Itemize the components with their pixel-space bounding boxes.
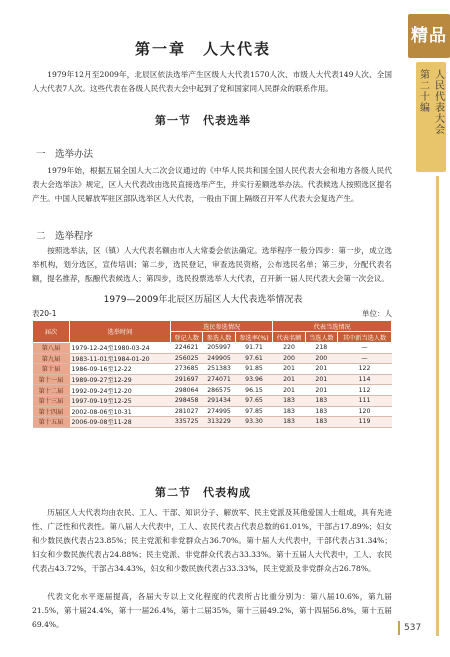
side-section-label: 人民代表大会 (435, 70, 445, 136)
table-cell-new: 112 (338, 385, 392, 396)
page-number-bar (398, 621, 400, 635)
table-cell-new: 119 (338, 417, 392, 428)
table-cell-rate: 91.85 (235, 364, 273, 375)
table-cell-participated: 205997 (203, 343, 235, 354)
table-cell-term: 第十一届 (33, 374, 70, 385)
table-cell-quota: 200 (273, 353, 305, 364)
header-rate: 参选率(%) (235, 332, 273, 343)
table-cell-quota: 183 (273, 417, 305, 428)
table-cell-time: 2006-09-08至11-28 (70, 417, 171, 428)
table-cell-rate: 93.96 (235, 374, 273, 385)
table-cell-elected: 183 (305, 406, 337, 417)
table-cell-new: 122 (338, 364, 392, 375)
table-cell-new: 114 (338, 374, 392, 385)
table-cell-elected: 200 (305, 353, 337, 364)
education-paragraph: 代表文化水平逐届提高，各届大专以上文化程度的代表所占比重分别为：第八届10.6%，第九届21.5%，第十届24.4%，第十一届26.4%，第十二届35%，第十三届49.2%，第十四届56.8%，第十五届69.4%。 (32, 592, 392, 629)
table-cell-quota: 201 (273, 385, 305, 396)
table-cell-term: 第十二届 (33, 385, 70, 396)
table-cell-new: — (338, 343, 392, 354)
table-cell-quota: 220 (273, 343, 305, 354)
table-cell-time: 1992-09-24至12-20 (70, 385, 171, 396)
table-unit: 单位：人 (362, 309, 392, 318)
table-cell-registered: 256025 (171, 353, 203, 364)
side-part-label: 第二十编 (420, 70, 430, 114)
methods-paragraph: 1979年始，根据五届全国人大二次会议通过的《中华人民共和国全国人民代表大会和地方各级人民代表大会选举法》规定，区人大代表改由选民直接选举产生，并实行差额选举办法。代表候选人按照选区提名产生。中国人民解放军驻区部队选举区人大代表，一般由下面上隔级召开军人代表大会复选产生。 (32, 166, 392, 203)
table-cell-elected: 183 (305, 417, 337, 428)
table-cell-rate: 97.85 (235, 406, 273, 417)
table-cell-quota: 183 (273, 406, 305, 417)
table-cell-time: 1979-12-24至1980-03-24 (70, 343, 171, 354)
table-cell-time: 1983-11-01至1984-01-20 (70, 353, 171, 364)
table-cell-quota: 201 (273, 374, 305, 385)
intro-paragraph: 1979年12月至2009年，北辰区依法选举产生区级人大代表1570人次、市级人大代表149人次、全国人大代表7人次。这些代表在各级人民代表大会中起到了党和国家同人民群众的联系作用。 (32, 70, 392, 93)
table-cell-registered: 291697 (171, 374, 203, 385)
header-time: 选举时间 (70, 321, 171, 343)
table-cell-participated: 286575 (203, 385, 235, 396)
header-new-elected: 其中新当选人数 (338, 332, 392, 343)
table-cell-term: 第九届 (33, 353, 70, 364)
header-reps-group: 代表当选情况 (273, 321, 392, 332)
table-cell-elected: 201 (305, 364, 337, 375)
header-elected: 当选人数 (305, 332, 337, 343)
election-table (32, 320, 392, 428)
table-cell-term: 第十届 (33, 364, 70, 375)
table-row (33, 364, 392, 375)
header-participated: 参选人数 (203, 332, 235, 343)
table-cell-new: 120 (338, 406, 392, 417)
table-cell-rate: 97.61 (235, 353, 273, 364)
side-tab (406, 0, 450, 657)
table-cell-rate: 93.30 (235, 417, 273, 428)
table-cell-new: — (338, 353, 392, 364)
table-row (33, 395, 392, 406)
table-cell-rate: 97.65 (235, 395, 273, 406)
table-cell-term: 第十三届 (33, 395, 70, 406)
table-cell-time: 2002-08-06至10-31 (70, 406, 171, 417)
table-cell-time: 1986-09-16至12-22 (70, 364, 171, 375)
table-cell-term: 第十五届 (33, 417, 70, 428)
table-cell-registered: 298458 (171, 395, 203, 406)
table-cell-elected: 183 (305, 395, 337, 406)
header-voters-group: 选民参选情况 (171, 321, 273, 332)
table-cell-registered: 281027 (171, 406, 203, 417)
subsection-heading-methods: 一 选举办法 (36, 149, 94, 160)
table-cell-rate: 91.71 (235, 343, 273, 354)
composition-paragraph: 历届区人大代表均由农民、工人、干部、知识分子、解放军、民主党派及其他爱国人士组成，具有先进性、广泛性和代表性。第八届人大代表中，工人、农民代表占代表总数的61.01%，干部占17.89%；妇女和少数民族代表占23.85%；民主党派和非党群众占36.70%。第十届人大代表中，干部代表占31.34%；妇女和少数民族代表占24.88%；民主党派、非党群众代表占33.33%。第十五届人大代表中，工人、农民代表占43.72%，干部占34.43%，妇女和少数民族代表占33.33%，民主党派及非党群众占26.78%。 (32, 508, 392, 573)
table-cell-participated: 251383 (203, 364, 235, 375)
side-badge: 精品 (408, 14, 450, 58)
chapter-title: 第一章 人大代表 (134, 40, 271, 58)
table-cell-quota: 201 (273, 364, 305, 375)
table-cell-term: 第八届 (33, 343, 70, 354)
section-1-title: 第一节 代表选举 (155, 114, 251, 127)
table-row (33, 374, 392, 385)
table-cell-term: 第十四届 (33, 406, 70, 417)
table-cell-elected: 201 (305, 385, 337, 396)
table-cell-participated: 274071 (203, 374, 235, 385)
table-row (33, 417, 392, 428)
table-cell-participated: 291434 (203, 395, 235, 406)
table-cell-elected: 218 (305, 343, 337, 354)
procedure-paragraph: 按照选举法，区（镇）人大代表名额由市人大常委会依法确定。选举程序一般分四步：第一步，成立选举机构，划分选区，宣传培训；第二步，选民登记，审查选民资格，公布选民名单；第三步，分配代表名额，提名推荐，酝酿代表候选人；第四步，选民投票选举人大代表，召开新一届人民代表大会第一次会议。 (32, 246, 392, 283)
table-row (33, 353, 392, 364)
page-number: 537 (404, 623, 422, 633)
table-cell-registered: 335725 (171, 417, 203, 428)
header-term: 届次 (33, 321, 70, 343)
table-row (33, 406, 392, 417)
table-body (33, 343, 392, 428)
table-number: 表20-1 (32, 309, 57, 318)
table-cell-registered: 224621 (171, 343, 203, 354)
table-cell-registered: 273685 (171, 364, 203, 375)
table-row (33, 385, 392, 396)
table-cell-registered: 298064 (171, 385, 203, 396)
table-cell-new: 111 (338, 395, 392, 406)
table-title: 1979—2009年北辰区历届区人大代表选举情况表 (103, 295, 303, 305)
table-cell-time: 1989-09-27至12-29 (70, 374, 171, 385)
table-cell-time: 1997-09-19至12-25 (70, 395, 171, 406)
side-divider-line (436, 176, 439, 636)
table-cell-participated: 313229 (203, 417, 235, 428)
table-cell-participated: 249905 (203, 353, 235, 364)
table-cell-participated: 274995 (203, 406, 235, 417)
table-cell-rate: 96.15 (235, 385, 273, 396)
header-quota: 代表名额 (273, 332, 305, 343)
subsection-heading-procedure: 二 选举程序 (36, 231, 94, 242)
table-cell-elected: 201 (305, 374, 337, 385)
table-cell-quota: 183 (273, 395, 305, 406)
section-2-title: 第二节 代表构成 (155, 486, 251, 499)
table-row (33, 343, 392, 354)
header-registered: 登记人数 (171, 332, 203, 343)
